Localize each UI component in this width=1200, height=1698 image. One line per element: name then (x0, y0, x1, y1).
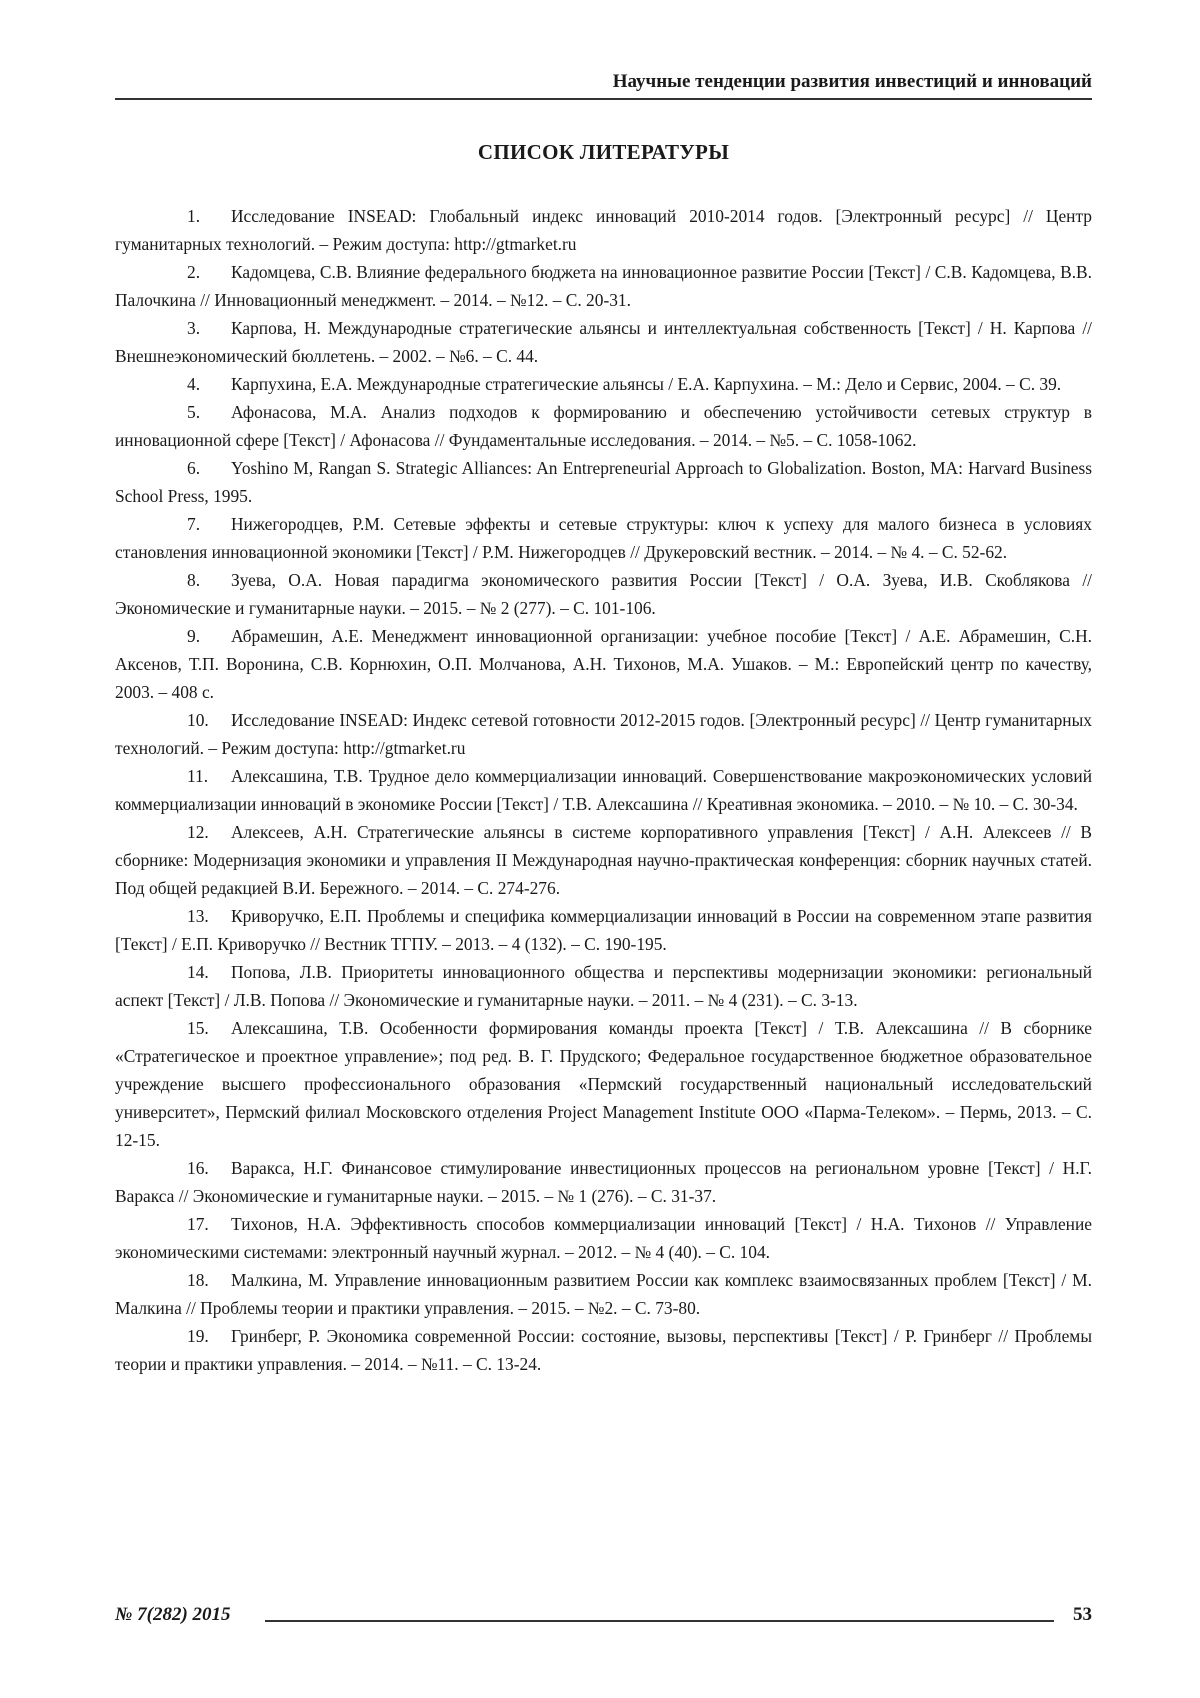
reference-text: Yoshino M, Rangan S. Strategic Alliances: An Entrepreneurial Approach to Globalization. Boston, MA: Harvard Business School Press, 1995. (115, 458, 1092, 506)
running-header: Научные тенденции развития инвестиций и инноваций (115, 70, 1092, 100)
reference-text: Гринберг, Р. Экономика современной России: состояние, вызовы, перспективы [Текст] / Р. Гринберг // Проблемы теории и практики управления. – 2014. – №11. – С. 13-24. (115, 1326, 1092, 1374)
reference-text: Тихонов, Н.А. Эффективность способов коммерциализации инноваций [Текст] / Н.А. Тихонов // Управление экономическими системами: электронный научный журнал. – 2012. – № 4 (40). – С. 104. (115, 1214, 1092, 1262)
reference-item (115, 398, 1092, 454)
reference-text: Попова, Л.В. Приоритеты инновационного общества и перспективы модернизации экономики: региональный аспект [Текст] / Л.В. Попова // Экономические и гуманитарные науки. – 2011. – № 4 (231). – С. 3-13. (115, 962, 1092, 1010)
reference-number: 10. (187, 706, 231, 734)
reference-item (115, 1014, 1092, 1154)
issue-number: № 7(282) 2015 (115, 1602, 231, 1628)
reference-text: Варакса, Н.Г. Финансовое стимулирование инвестиционных процессов на региональном уровне [Текст] / Н.Г. Варакса // Экономические и гуманитарные науки. – 2015. – № 1 (276). – С. 31-37. (115, 1158, 1092, 1206)
reference-text: Карпухина, Е.А. Международные стратегические альянсы / Е.А. Карпухина. – М.: Дело и Сервис, 2004. – С. 39. (231, 374, 1061, 394)
reference-text: Алексашина, Т.В. Особенности формирования команды проекта [Текст] / Т.В. Алексашина // В сборнике «Стратегическое и проектное управление»; под ред. В. Г. Прудского; Федеральное государственное бюджетное образовательное учреждение высшего профессионального образования «Пермский государственный национальный исследовательский университет», Пермский филиал Московского отделения Project Management Institute ООО «Парма-Телеком». – Пермь, 2013. – С. 12-15. (115, 1018, 1092, 1150)
reference-item (115, 622, 1092, 706)
reference-number: 17. (187, 1210, 231, 1238)
reference-text: Криворучко, Е.П. Проблемы и специфика коммерциализации инноваций в России на современном этапе развития [Текст] / Е.П. Криворучко // Вестник ТГПУ. – 2013. – 4 (132). – С. 190-195. (115, 906, 1092, 954)
footer-rule (265, 1620, 1054, 1622)
reference-number: 12. (187, 818, 231, 846)
reference-item (115, 1210, 1092, 1266)
reference-text: Исследование INSEAD: Индекс сетевой готовности 2012-2015 годов. [Электронный ресурс] // Центр гуманитарных технологий. – Режим доступа: http://gtmarket.ru (115, 710, 1092, 758)
reference-number: 1. (187, 202, 231, 230)
reference-item (115, 1154, 1092, 1210)
reference-text: Алексеев, А.Н. Стратегические альянсы в системе корпоративного управления [Текст] / А.Н. Алексеев // В сборнике: Модернизация экономики и управления II Международная научно-практическая конференция: сборник научных статей. Под общей редакцией В.И. Бережного. – 2014. – С. 274-276. (115, 822, 1092, 898)
reference-number: 18. (187, 1266, 231, 1294)
reference-item (115, 566, 1092, 622)
reference-number: 3. (187, 314, 231, 342)
reference-number: 5. (187, 398, 231, 426)
reference-number: 19. (187, 1322, 231, 1350)
reference-item (115, 1322, 1092, 1378)
reference-item (115, 902, 1092, 958)
reference-item (115, 958, 1092, 1014)
reference-text: Исследование INSEAD: Глобальный индекс инноваций 2010-2014 годов. [Электронный ресурс] // Центр гуманитарных технологий. – Режим доступа: http://gtmarket.ru (115, 206, 1092, 254)
page-number: 53 (1073, 1602, 1092, 1628)
reference-number: 11. (187, 762, 231, 790)
reference-text: Зуева, О.А. Новая парадигма экономического развития России [Текст] / О.А. Зуева, И.В. Скоблякова // Экономические и гуманитарные науки. – 2015. – № 2 (277). – С. 101-106. (115, 570, 1092, 618)
reference-list (115, 202, 1092, 1378)
reference-item (115, 818, 1092, 902)
reference-number: 2. (187, 258, 231, 286)
page (115, 0, 1092, 1698)
reference-number: 16. (187, 1154, 231, 1182)
reference-text: Нижегородцев, Р.М. Сетевые эффекты и сетевые структуры: ключ к успеху для малого бизнеса в условиях становления инновационной экономики [Текст] / Р.М. Нижегородцев // Друкеровский вестник. – 2014. – № 4. – С. 52-62. (115, 514, 1092, 562)
reference-item (115, 370, 1092, 398)
reference-number: 13. (187, 902, 231, 930)
reference-item (115, 706, 1092, 762)
reference-number: 8. (187, 566, 231, 594)
reference-number: 15. (187, 1014, 231, 1042)
reference-item (115, 258, 1092, 314)
reference-number: 9. (187, 622, 231, 650)
reference-item (115, 454, 1092, 510)
page-title: СПИСОК ЛИТЕРАТУРЫ (115, 140, 1092, 165)
reference-text: Абрамешин, А.Е. Менеджмент инновационной организации: учебное пособие [Текст] / А.Е. Абрамешин, С.Н. Аксенов, Т.П. Воронина, С.В. Корнюхин, О.П. Молчанова, А.Н. Тихонов, М.А. Ушаков. – М.: Европейский центр по качеству, 2003. – 408 с. (115, 626, 1092, 702)
reference-text: Карпова, Н. Международные стратегические альянсы и интеллектуальная собственность [Текст] / Н. Карпова // Внешнеэкономический бюллетень. – 2002. – №6. – С. 44. (115, 318, 1092, 366)
reference-text: Кадомцева, С.В. Влияние федерального бюджета на инновационное развитие России [Текст] / С.В. Кадомцева, В.В. Палочкина // Инновационный менеджмент. – 2014. – №12. – С. 20-31. (115, 262, 1092, 310)
reference-number: 14. (187, 958, 231, 986)
reference-text: Афонасова, М.А. Анализ подходов к формированию и обеспечению устойчивости сетевых структур в инновационной сфере [Текст] / Афонасова // Фундаментальные исследования. – 2014. – №5. – С. 1058-1062. (115, 402, 1092, 450)
reference-item (115, 762, 1092, 818)
reference-number: 6. (187, 454, 231, 482)
reference-item (115, 202, 1092, 258)
reference-text: Малкина, М. Управление инновационным развитием России как комплекс взаимосвязанных проблем [Текст] / М. Малкина // Проблемы теории и практики управления. – 2015. – №2. – С. 73-80. (115, 1270, 1092, 1318)
page-footer (115, 1602, 1092, 1632)
reference-item (115, 1266, 1092, 1322)
reference-text: Алексашина, Т.В. Трудное дело коммерциализации инноваций. Совершенствование макроэкономических условий коммерциализации инноваций в экономике России [Текст] / Т.В. Алексашина // Креативная экономика. – 2010. – № 10. – С. 30-34. (115, 766, 1092, 814)
reference-item (115, 314, 1092, 370)
reference-number: 4. (187, 370, 231, 398)
reference-number: 7. (187, 510, 231, 538)
reference-item (115, 510, 1092, 566)
